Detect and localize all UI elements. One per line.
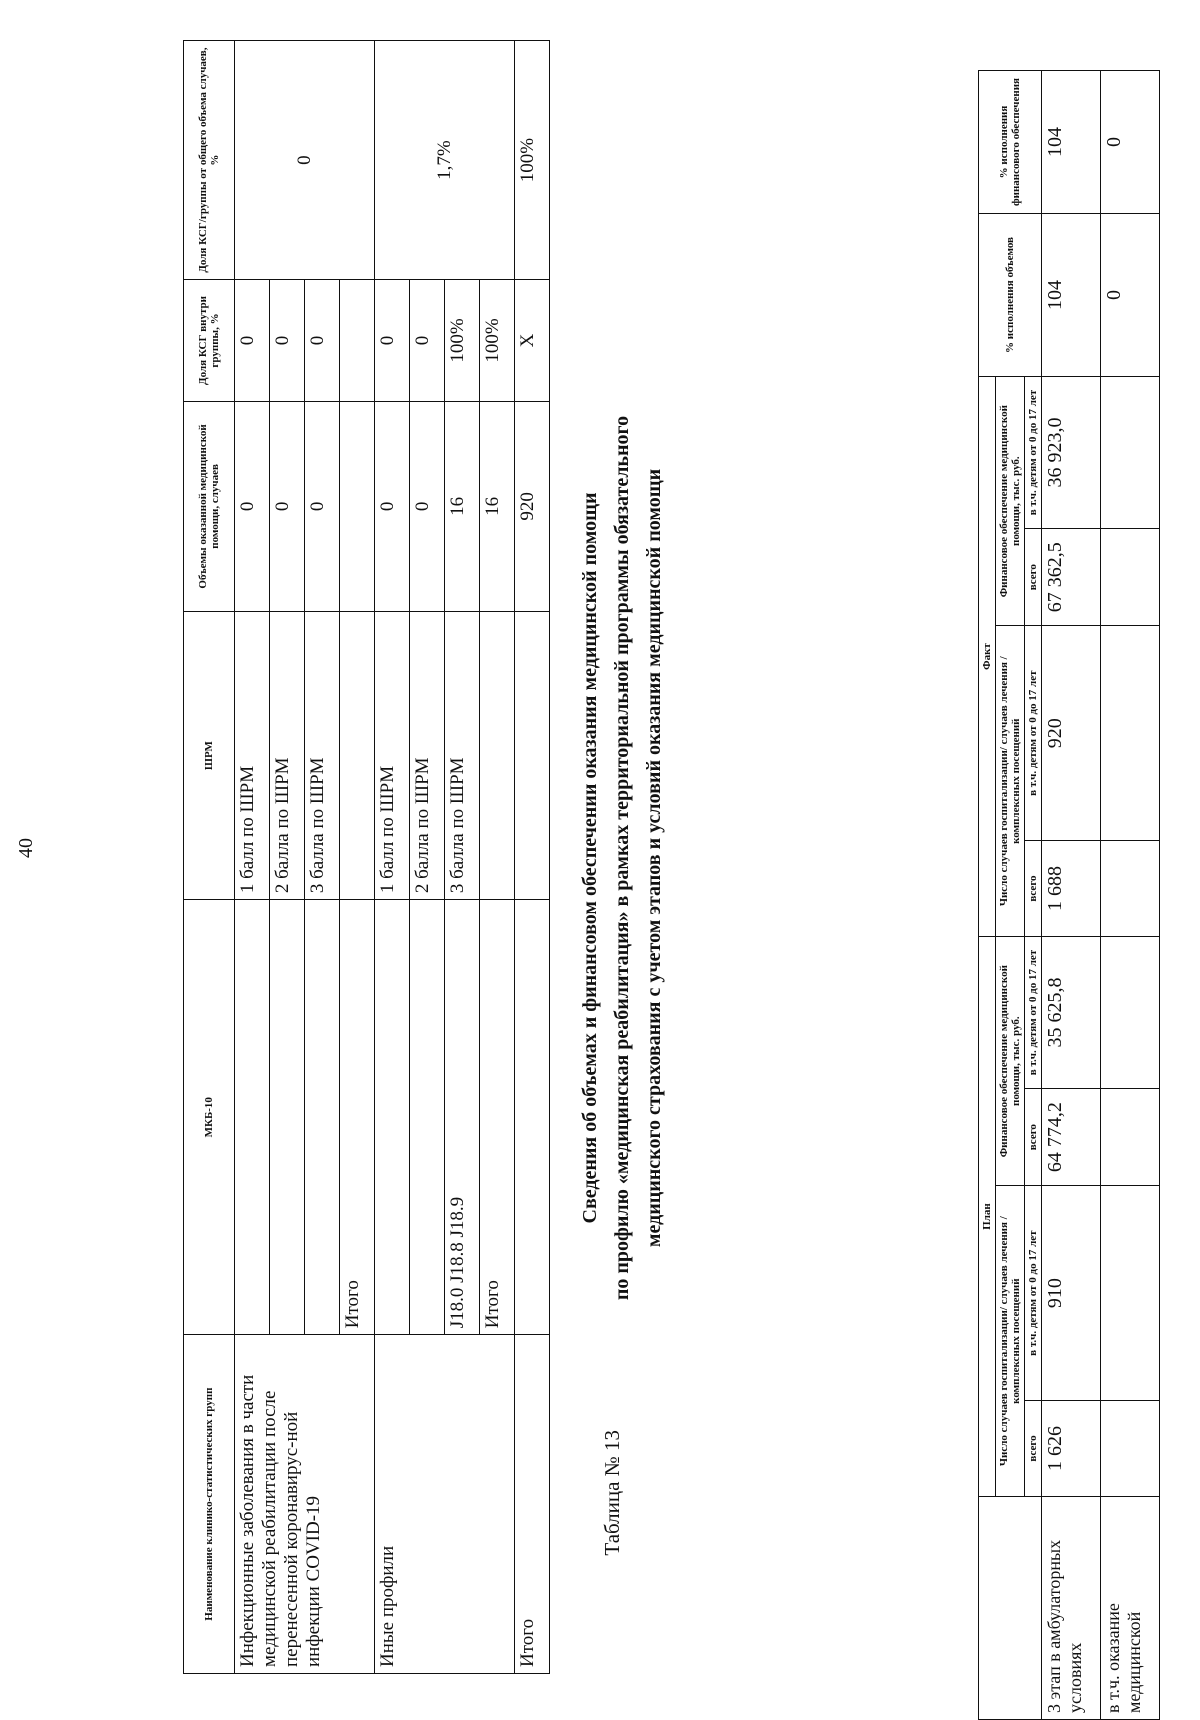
header-plan-fin-total: всего — [1025, 1089, 1042, 1186]
cell-share-in-group: 0 — [235, 280, 270, 402]
header-groups: Наименование клинико-статистических групп — [184, 1335, 235, 1674]
cell-volume: 0 — [410, 401, 445, 611]
cell-shrm: 1 балл по ШРМ — [235, 612, 270, 900]
cell-mkb — [235, 900, 270, 1335]
cell-shrm: 2 балла по ШРМ — [270, 612, 305, 900]
header-fact-finance: Финансовое обеспечение медицинской помощи, тыс. руб. — [996, 377, 1025, 626]
cell-pct-volume: 0 — [1101, 214, 1160, 377]
cell-volume: 0 — [375, 401, 410, 611]
cell-fact-fin-total — [1101, 529, 1160, 626]
cell-fact-cases-children: 920 — [1042, 626, 1101, 841]
cell-volume: 16 — [480, 401, 515, 611]
cell-share-total: 100% — [515, 41, 550, 280]
header-plan-cases: Число случаев госпитализации/ случаев лечения /комплексных посещений — [996, 1186, 1025, 1497]
cell-volume: 16 — [445, 401, 480, 611]
cell-row-label: 3 этап в амбулаторных условиях — [1042, 1497, 1101, 1720]
cell-fact-cases-total — [1101, 841, 1160, 937]
cell-plan-fin-total — [1101, 1089, 1160, 1186]
cell-share-in-group: 0 — [375, 280, 410, 402]
cell-group: Итого — [515, 1335, 550, 1674]
cell-fact-fin-total: 67 362,5 — [1042, 529, 1101, 626]
cell-volume: 0 — [235, 401, 270, 611]
cell-mkb: Итого — [340, 900, 375, 1335]
cell-share-in-group: 100% — [480, 280, 515, 402]
header-fact-cases: Число случаев госпитализации/ случаев лечения /комплексных посещений — [996, 626, 1025, 937]
cell-share-total: 0 — [235, 41, 375, 280]
cell-volume: 0 — [305, 401, 340, 611]
header-plan: План — [979, 937, 996, 1497]
cell-shrm — [480, 612, 515, 900]
header-volume: Объемы оказанной медицинской помощи, случаев — [184, 401, 235, 611]
cell-shrm: 1 балл по ШРМ — [375, 612, 410, 900]
header-corner — [979, 1497, 1042, 1720]
cell-shrm: 2 балла по ШРМ — [410, 612, 445, 900]
cell-share-in-group: 0 — [305, 280, 340, 402]
cell-plan-cases-total: 1 626 — [1042, 1401, 1101, 1497]
header-mkb: МКБ-10 — [184, 900, 235, 1335]
header-plan-cases-total: всего — [1025, 1401, 1042, 1497]
title-line-2: по профилю «медицинская реабилитация» в рамках территориальной программы обязательного — [611, 415, 633, 1301]
cell-group: Иные профили — [375, 1335, 515, 1674]
header-pct-finance: % исполнения финансового обеспечения — [979, 71, 1042, 214]
cell-share-in-group: X — [515, 280, 550, 402]
header-fact-cases-children: в т.ч. детям от 0 до 17 лет — [1025, 626, 1042, 841]
cell-plan-fin-children: 35 625,8 — [1042, 937, 1101, 1089]
cell-plan-cases-children — [1101, 1186, 1160, 1401]
cell-fact-cases-total: 1 688 — [1042, 841, 1101, 937]
header-row-1 — [979, 71, 996, 1720]
rehab-volumes-table — [978, 70, 1160, 1720]
cell-shrm — [340, 612, 375, 900]
header-plan-finance: Финансовое обеспечение медицинской помощи, тыс. руб. — [996, 937, 1025, 1186]
cell-shrm — [515, 612, 550, 900]
header-fact-cases-total: всего — [1025, 841, 1042, 937]
cell-fact-fin-children — [1101, 377, 1160, 529]
cell-mkb: J18.0 J18.8 J18.9 — [445, 900, 480, 1335]
cell-share-in-group: 100% — [445, 280, 480, 402]
cell-share-in-group — [340, 280, 375, 402]
table-row — [375, 41, 410, 1674]
document-title — [574, 40, 670, 1676]
cell-mkb — [375, 900, 410, 1335]
cell-plan-fin-total: 64 774,2 — [1042, 1089, 1101, 1186]
header-fact: Факт — [979, 377, 996, 937]
header-plan-cases-children: в т.ч. детям от 0 до 17 лет — [1025, 1186, 1042, 1401]
cell-shrm: 3 балла по ШРМ — [445, 612, 480, 900]
cell-mkb — [410, 900, 445, 1335]
title-line-3: медицинского страхования с учетом этапов и условий оказания медицинской помощи — [643, 468, 665, 1248]
header-share-total: Доля КСГ/группы от общего объема случаев, % — [184, 41, 235, 280]
header-pct-volume: % исполнения объемов — [979, 214, 1042, 377]
cell-pct-volume: 104 — [1042, 214, 1101, 377]
header-shrm: ШРМ — [184, 612, 235, 900]
header-plan-fin-children: в т.ч. детям от 0 до 17 лет — [1025, 937, 1042, 1089]
title-line-1: Сведения об объемах и финансовом обеспечении оказания медицинской помощи — [579, 492, 601, 1224]
header-share-in-group: Доля КСГ внутри группы, % — [184, 280, 235, 402]
cell-mkb: Итого — [480, 900, 515, 1335]
header-fact-fin-children: в т.ч. детям от 0 до 17 лет — [1025, 377, 1042, 529]
cell-plan-cases-total — [1101, 1401, 1160, 1497]
cell-mkb — [305, 900, 340, 1335]
cell-fact-cases-children — [1101, 626, 1160, 841]
cell-plan-cases-children: 910 — [1042, 1186, 1101, 1401]
cell-pct-finance: 104 — [1042, 71, 1101, 214]
cell-plan-fin-children — [1101, 937, 1160, 1089]
cell-share-total: 1,7% — [375, 41, 515, 280]
cell-fact-fin-children: 36 923,0 — [1042, 377, 1101, 529]
cell-volume: 0 — [270, 401, 305, 611]
table-13-header-row — [184, 41, 235, 1674]
header-fact-fin-total: всего — [1025, 529, 1042, 626]
table-row — [235, 41, 270, 1674]
cell-volume — [340, 401, 375, 611]
table-row — [1042, 71, 1101, 1720]
cell-shrm: 3 балла по ШРМ — [305, 612, 340, 900]
cell-share-in-group: 0 — [410, 280, 445, 402]
table-13 — [183, 40, 550, 1674]
cell-mkb — [270, 900, 305, 1335]
cell-share-in-group: 0 — [270, 280, 305, 402]
cell-volume: 920 — [515, 401, 550, 611]
table-row — [1101, 71, 1160, 1720]
table-label: Таблица № 13 — [600, 1430, 624, 1556]
page-number: 40 — [15, 838, 37, 858]
cell-mkb — [515, 900, 550, 1335]
cell-pct-finance: 0 — [1101, 71, 1160, 214]
cell-row-label: в т.ч. оказание медицинской — [1101, 1497, 1160, 1720]
table-row-total — [515, 41, 550, 1674]
cell-group: Инфекционные заболевания в части медицинской реабилитации после перенесенной коронавирус-ной инфекции COVID-19 — [235, 1335, 375, 1674]
